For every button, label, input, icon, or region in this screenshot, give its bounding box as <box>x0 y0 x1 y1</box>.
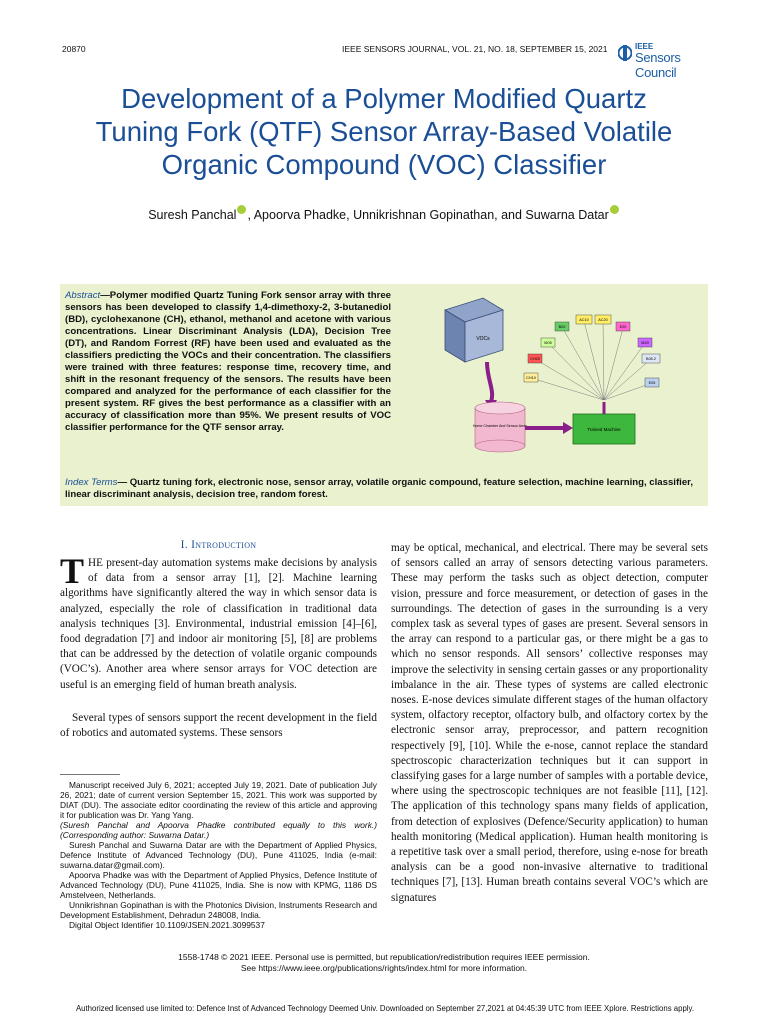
intro-paragraph-2: Several types of sensors support the recent development in the field of robotics and automated systems. These sensors <box>60 712 377 740</box>
footnote-rule <box>60 774 120 775</box>
footnote: Apoorva Phadke was with the Department of Applied Physics, Defence Institute of Advanced Technology (DU), Pune 411025, India. She is now with KPMG, 1186 DS Amstelveen, Netherlands. <box>60 870 377 900</box>
intro-paragraph-1 <box>60 551 377 693</box>
voc-tag-label: CH10 <box>526 376 536 380</box>
sensors-council-icon <box>618 42 632 64</box>
logo-council-text: Sensors Council <box>635 50 681 80</box>
index-terms-label: Index Terms <box>65 477 118 488</box>
permissions-link[interactable]: See https://www.ieee.org/publications/rights/index.html for more information. <box>240 963 528 973</box>
license-footer: Authorized licensed use limited to: Defence Inst of Advanced Technology Deemed Univ. Downloaded on September 27,2021 at 04:45:39 UTC from IEEE Xplore. Restrictions apply. <box>75 1004 695 1013</box>
abstract-label: Abstract <box>65 290 101 301</box>
section-heading <box>60 539 377 551</box>
title-line: Tuning Fork (QTF) Sensor Array-Based Volatile <box>95 116 673 147</box>
chamber-cylinder-bottom <box>475 440 525 452</box>
orcid-icon[interactable] <box>610 205 619 214</box>
section-title: Introduction <box>191 539 257 551</box>
drop-cap: T <box>60 551 85 591</box>
abstract-text: —Polymer modified Quartz Tuning Fork sensor array with three sensors has been developed to classify 1,4-dimethoxy-2, 3-butanediol (BD), cyclohexanone (CH), ethanol, methanol and acetone with various concentrations. Linear Discriminant Analysis (LDA), Decision Tree (DT), and Random Forrest (RF) have been used and evaluated as the classifiers predicting the VOCs and their concentration. The classifiers were trained with three features: response time, recovery time, and shift in the resonant frequency of the sensors. The results have been compared and analyzed for the performance of each classifier for the present system. RF gives the best performance as a classifier with an accuracy of classification more than 95%. We present results of VOC classifier performance for the QTF sensor array. <box>65 290 391 433</box>
footnote: Suresh Panchal and Suwarna Datar are with the Department of Applied Physics, Defence Institute of Advanced Technology (DU), Pune 411025, India (e-mail: suwarna.datar@gmail.com). <box>60 840 377 870</box>
ieee-sensors-council-logo <box>618 40 718 80</box>
title-line: Development of a Polymer Modified Quartz <box>121 83 647 114</box>
arrow-head <box>563 422 573 434</box>
chamber-label: Home Chamber And Sensor Array <box>472 424 528 428</box>
voc-tag-label: E20 <box>619 325 627 329</box>
index-terms-text: — Quartz tuning fork, electronic nose, sensor array, volatile organic compound, feature selection, machine learning, classifier, linear discriminant analysis, decision tree, random forest. <box>65 477 694 500</box>
chamber-cylinder-top <box>475 402 525 414</box>
title-line: Organic Compound (VOC) Classifier <box>161 149 607 180</box>
tag-connectors <box>531 321 652 400</box>
voc-tag-label: M20 <box>641 341 649 345</box>
voc-tag-label: B20 <box>558 325 566 329</box>
footnotes <box>60 780 377 930</box>
abstract <box>65 290 391 434</box>
index-terms <box>65 477 710 501</box>
logo-ieee-text: IEEE <box>635 42 654 51</box>
author-name: Suresh Panchal <box>148 208 237 222</box>
right-column-text: may be optical, mechanical, and electrical. There may be several sets of sensors called an array of sensors detecting various parameters. These may perform the tasks such as object detection, computer vision, pressure and force measurement, or detection of gases in the surroundings. The detection of gases in the surrounding is a very complex task as several types of gases are present. Several sensors in the array can respond to a particular gas, or there might be a gas to which no sensor responds. All sensors’ collective responses may improve the selectivity in sensing certain gasses or any proportionality imbalance in the air. These types of systems are called electronic noses. E-nose devices simulate different stages of the human olfactory system, olfactory receptor, olfactory bulb, and olfactory cortex by the electronic sensor array, preprocessor, and pattern recognition respectively [9], [10]. While the e-nose, cannot replace the standard spectroscopic characterization techniques but it can support in classifying gases for a large number of samples with a portable device, where using the spectroscopic techniques are not feasible [11], [12]. The application of this technology spans many fields of application, from detection of explosives (Defence/Security application) to human health monitoring (Medical application). Human health monitoring is a repetitive task over a small period, therefore, using e-nose for breath analysis can be a good non-invasive alternative to traditional techniques [7], [13]. Human breath contains several VOC’s which are signatures <box>391 542 708 904</box>
author-names-rest: , Apoorva Phadke, Unnikrishnan Gopinathan, and Suwarna Datar <box>247 208 609 222</box>
voc-tag-label: M05 <box>544 341 552 345</box>
footnote: Unnikrishnan Gopinathan is with the Photonics Division, Instruments Research and Development Establishment, Dehradun 248008, India. <box>60 900 377 920</box>
voc-tag-label: AC20 <box>598 318 608 322</box>
trained-machine-label: Trained Machine <box>587 427 621 432</box>
author-list <box>60 205 708 222</box>
voc-tag-label: AC10 <box>579 318 589 322</box>
copyright-notice <box>60 952 708 974</box>
footnote: Manuscript received July 6, 2021; accepted July 19, 2021. Date of publication July 26, 2021; date of current version September 15, 2021. This work was supported by DIAT (DU). The associate editor coordinating the review of this article and approving it for publication was Dr. Yang Yang. <box>60 780 377 820</box>
intro-text-1: HE present-day automation systems make decisions by analysis of data from a sensor array [1], [2]. Machine learning algorithms have significantly altered the way in which sensor data is analyzed, especially the role of classification in traditional data analysis techniques [3]. Environmental, industrial emission [4]–[6], food degradation [7] and indoor air monitoring [5], [8] are problems that can be addressed by the detection of volatile organic compounds (VOC’s). Another area where sensor arrays for VOC detection are useful is an emerging field of human breath analysis. <box>60 557 377 691</box>
voc-tag-label: E05 <box>648 381 656 385</box>
graphical-abstract-figure <box>425 290 710 472</box>
orcid-icon[interactable] <box>237 205 246 214</box>
page-number: 20870 <box>62 44 86 54</box>
voc-tag-label: B05.2 <box>646 357 656 361</box>
journal-header: IEEE SENSORS JOURNAL, VOL. 21, NO. 18, SEPTEMBER 15, 2021 <box>342 44 608 54</box>
voc-box-label: VOCs <box>476 336 490 342</box>
arrow-box-to-chamber <box>487 362 492 402</box>
paper-title <box>60 82 708 181</box>
doi[interactable]: Digital Object Identifier 10.1109/JSEN.2021.3099537 <box>69 920 265 930</box>
voc-tag-label: CH20 <box>530 357 540 361</box>
copyright-line: 1558-1748 © 2021 IEEE. Personal use is permitted, but republication/redistribution requires IEEE permission. <box>178 952 590 962</box>
section-number: I. <box>180 539 192 551</box>
footnote: (Suresh Panchal and Apoorva Phadke contributed equally to this work.) (Corresponding author: Suwarna Datar.) <box>60 820 377 840</box>
